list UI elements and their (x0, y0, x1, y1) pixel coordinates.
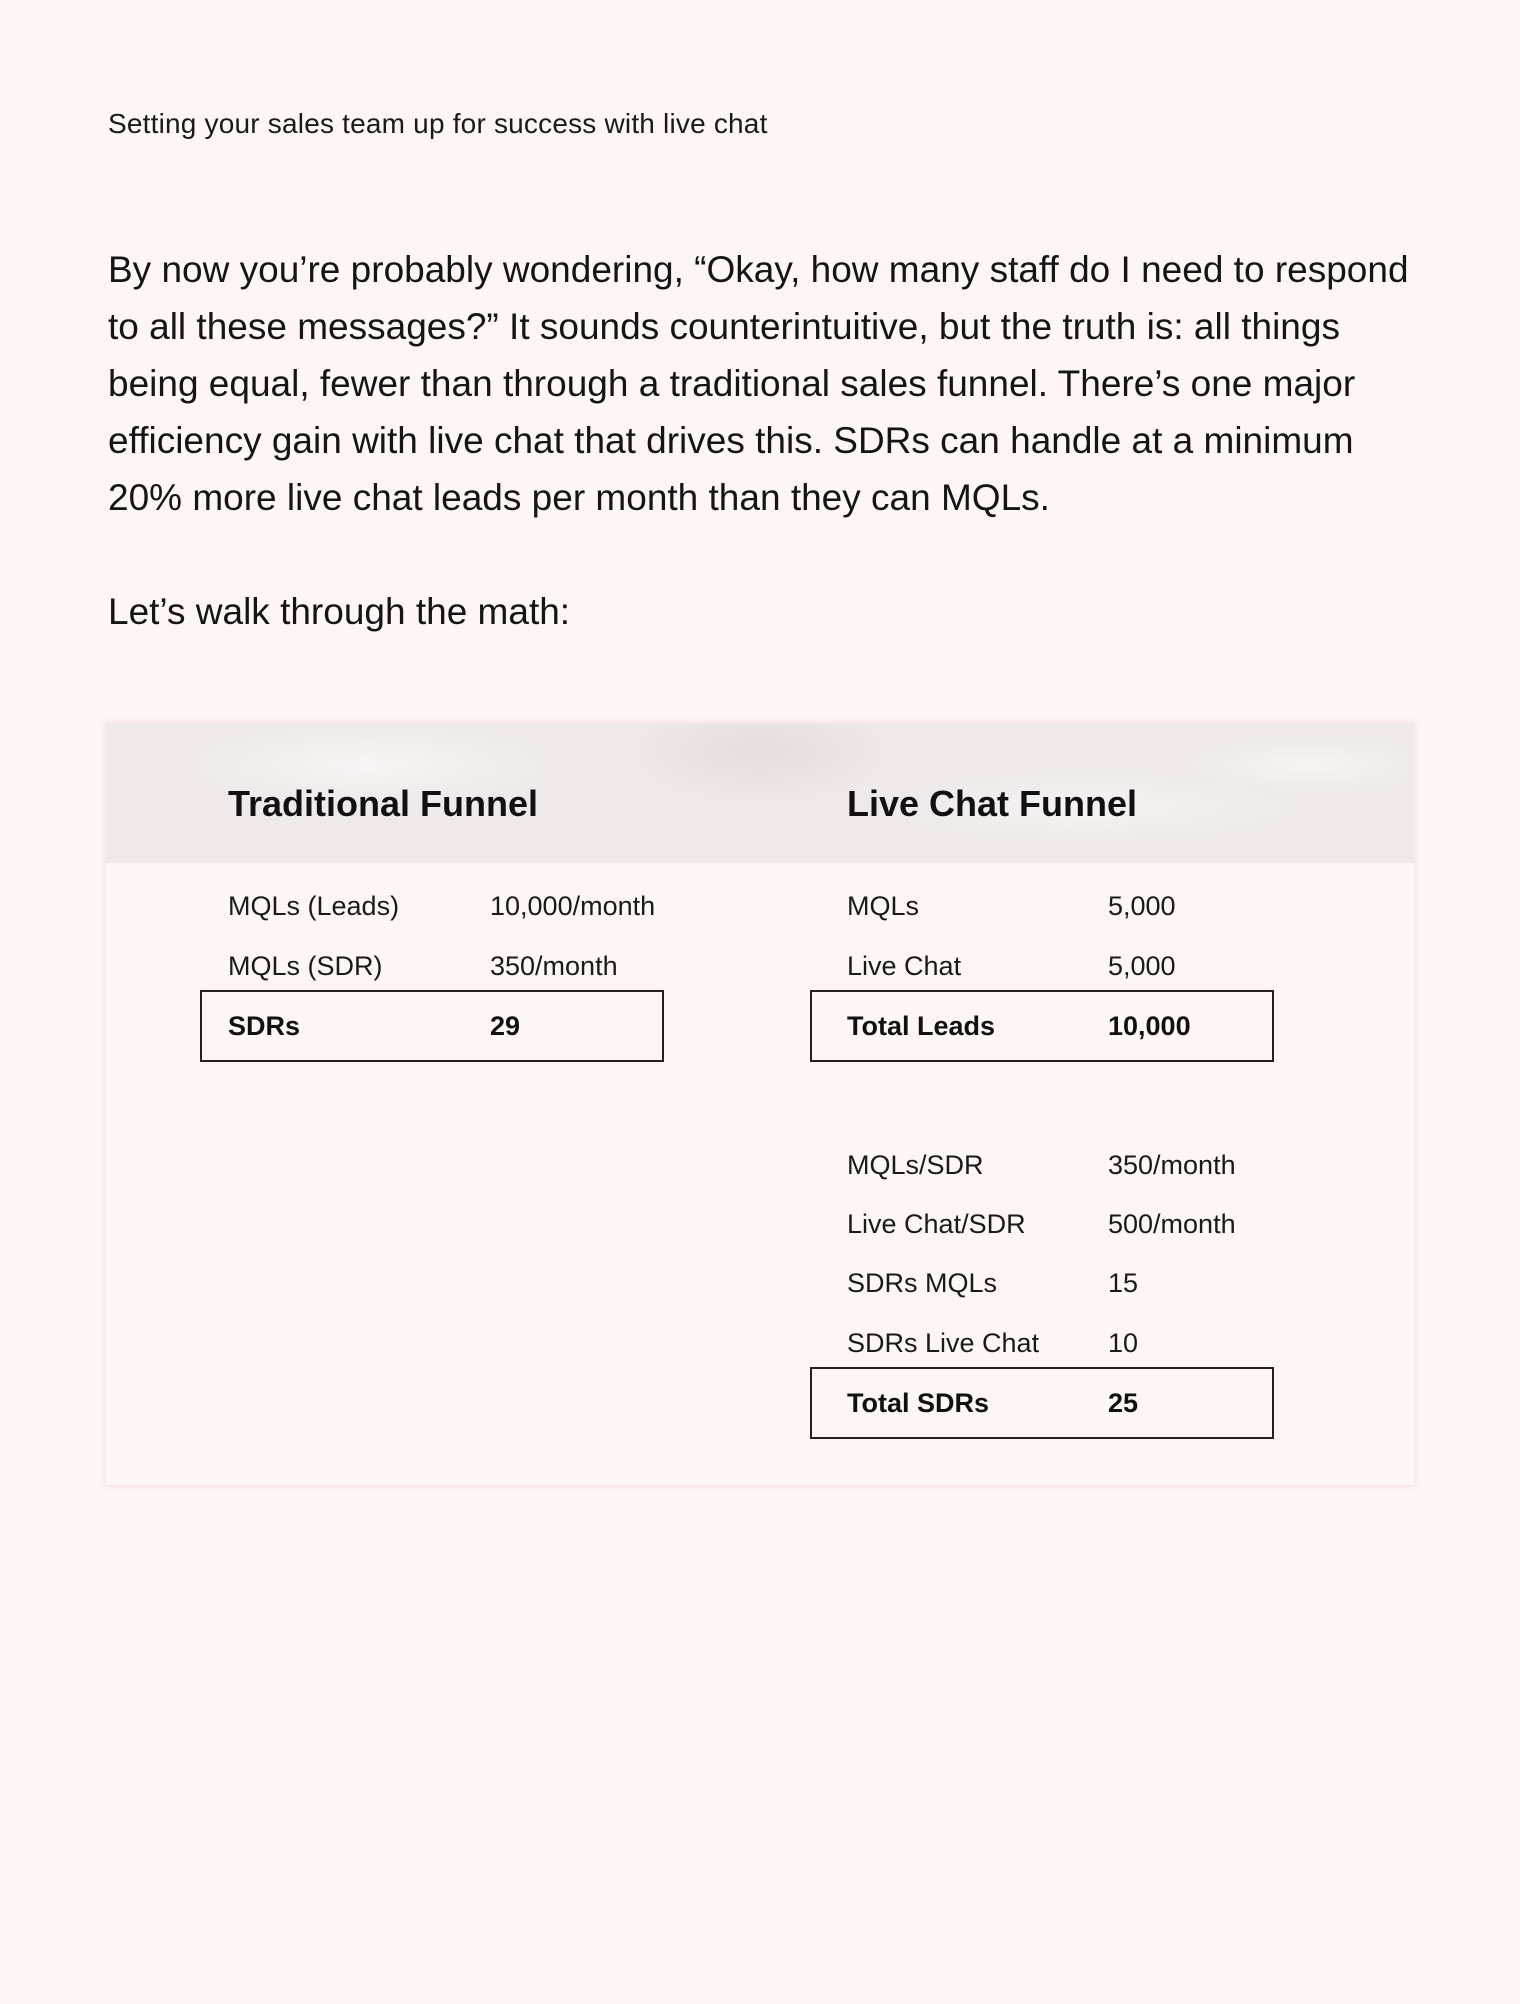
live-total-sdrs-label: Total SDRs (847, 1388, 990, 1418)
funnel-comparison-card (106, 723, 1414, 1485)
live-row-label: SDRs Live Chat (847, 1328, 1040, 1358)
live-row-label: SDRs MQLs (847, 1268, 998, 1298)
live-chat-funnel-title: Live Chat Funnel (847, 783, 1138, 824)
running-head: Setting your sales team up for success with live chat (108, 108, 768, 139)
traditional-funnel-title: Traditional Funnel (228, 783, 539, 824)
live-row-value: 5,000 (1108, 951, 1176, 981)
trad-row-value: 350/month (490, 951, 618, 981)
trad-row-label: MQLs (Leads) (228, 891, 400, 921)
live-total-leads-label: Total Leads (847, 1011, 996, 1041)
live-row-label: MQLs/SDR (847, 1150, 984, 1180)
live-row-value: 5,000 (1108, 891, 1176, 921)
body-paragraph: By now you’re probably wondering, “Okay, how many staff do I need to respond to all these messages?” It sounds counterintuitive, but the truth is: all things being equal, fewer than through a traditional sales funnel. There’s one major efficiency gain with live chat that drives this. SDRs can handle at a minimum 20% more live chat leads per month than they can MQLs. (108, 249, 1409, 518)
body-paragraph-intro-math: Let’s walk through the math: (108, 591, 571, 632)
live-row-value: 15 (1108, 1268, 1139, 1298)
live-row-value: 350/month (1108, 1150, 1236, 1180)
live-row-label: Live Chat/SDR (847, 1209, 1026, 1239)
trad-row-label: MQLs (SDR) (228, 951, 383, 981)
trad-row-value: 10,000/month (490, 891, 656, 921)
live-total-leads-value: 10,000 (1108, 1011, 1191, 1041)
live-row-label: MQLs (847, 891, 920, 921)
live-row-value: 10 (1108, 1328, 1139, 1358)
live-row-value: 500/month (1108, 1209, 1236, 1239)
live-row-label: Live Chat (847, 951, 962, 981)
trad-total-value: 29 (490, 1011, 521, 1041)
trad-total-label: SDRs (228, 1011, 301, 1041)
live-total-sdrs-value: 25 (1108, 1388, 1139, 1418)
